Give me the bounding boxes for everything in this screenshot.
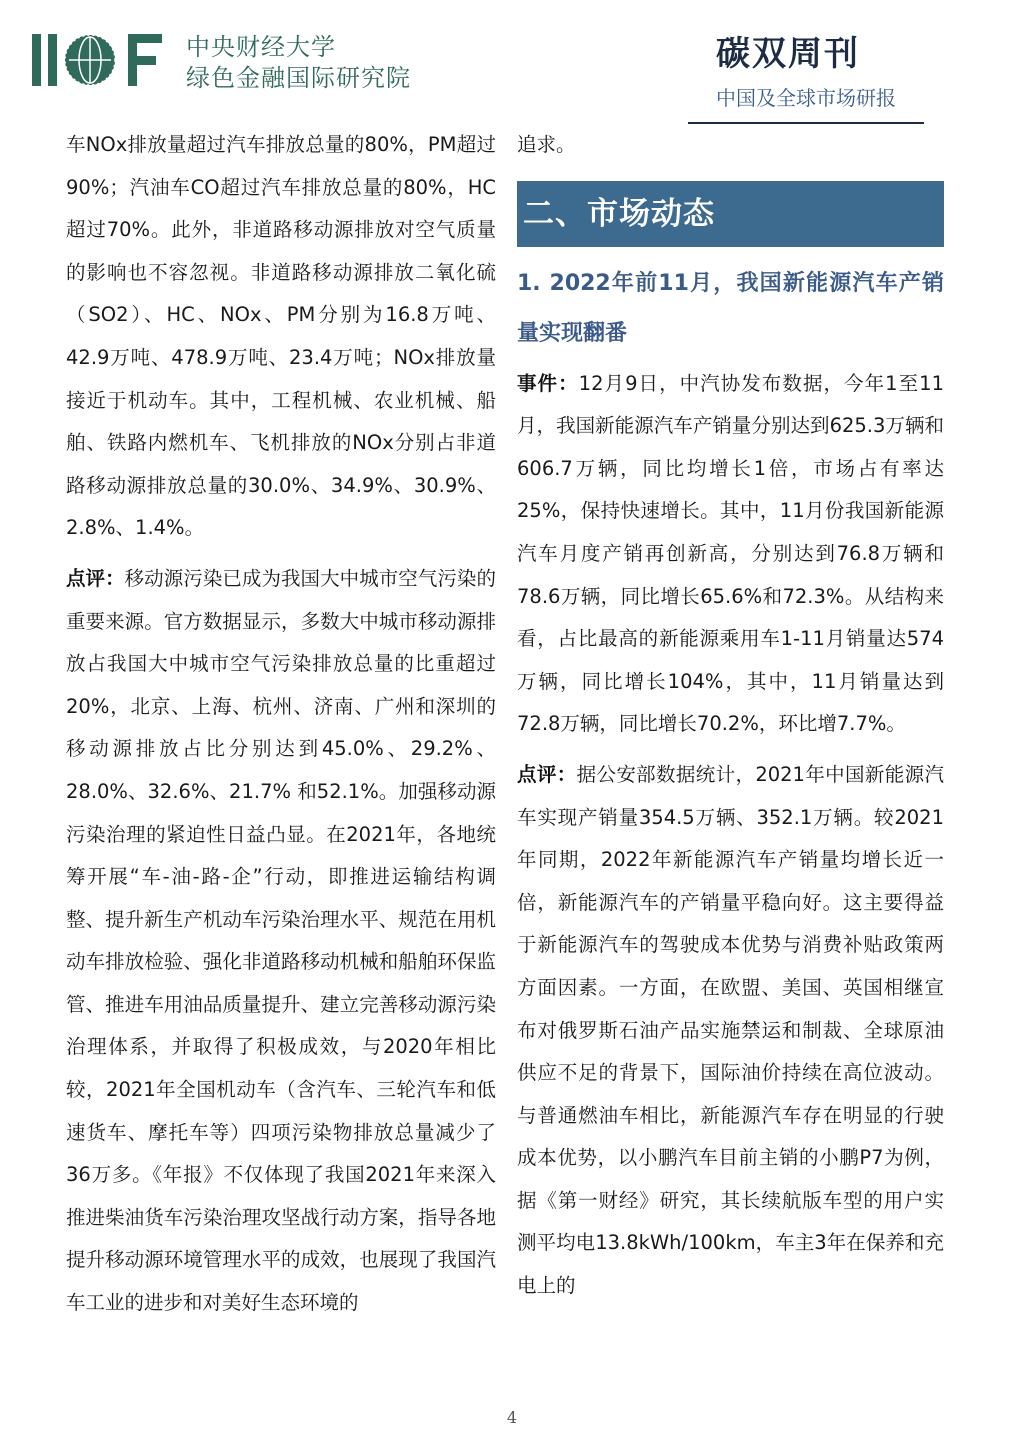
comment-paragraph bbox=[66, 558, 496, 1325]
org-name-line2: 绿色金融国际研究院 bbox=[186, 64, 411, 92]
market-comment-text: 据公安部数据统计，2021年中国新能源汽车实现产销量354.5万辆、352.1万辆。较2021年同期，2022年新能源汽车产销量均增长近一倍，新能源汽车的产销量平稳向好。这主要得益于新能源汽车的驾驶成本优势与消费补贴政策两方面因素。一方面，在欧盟、美国、英国相继宣布对俄罗斯石油产品实施禁运和制裁、全球原油供应不足的背景下，国际油价持续在高位波动。与普通燃油车相比，新能源汽车存在明显的行驶成本优势，以小鹏汽车目前主销的小鹏P7为例，据《第一财经》研究，其长续航版车型的用户实测平均电13.8kWh/100km，车主3年在保养和充电上的 bbox=[517, 762, 944, 1298]
emission-paragraph: 车NOx排放量超过汽车排放总量的80%，PM超过90%；汽油车CO超过汽车排放总量的80%，HC超过70%。此外，非道路移动源排放对空气质量的影响也不容忽视。非道路移动源排放二氧化硫（SO2）、HC、NOx、PM分别为16.8万吨、42.9万吨、478.9万吨、23.4万吨；NOx排放量接近于机动车。其中，工程机械、农业机械、船舶、铁路内燃机车、飞机排放的NOx分别占非道路移动源排放总量的30.0%、34.9%、30.9%、2.8%、1.4%。 bbox=[66, 133, 496, 540]
event-paragraph bbox=[517, 363, 944, 746]
publication-title: 碳双周刊 bbox=[716, 34, 860, 74]
publication-subtitle: 中国及全球市场研报 bbox=[716, 86, 896, 110]
comment-text: 移动源污染已成为我国大中城市空气污染的重要来源。官方数据显示，多数大中城市移动源排放占我国大中城市空气污染排放总量的比重超过20%，北京、上海、杭州、济南、广州和深圳的移动源排放占比分别达到45.0%、29.2%、28.0%、32.6%、21.7% 和52.1%。加强移动源污染治理的紧迫性日益凸显。在2021年，各地统筹开展“车-油-路-企”行动，即推进运输结构调整、提升新生产机动车污染治理水平、规范在用机动车排放检验、强化非道路移动机械和船舶环保监管、推进车用油品质量提升、建立完善移动源污染治理体系，并取得了积极成效，与2020年相比较，2021年全国机动车（含汽车、三轮汽车和低速货车、摩托车等）四项污染物排放总量减少了36万多。《年报》不仅体现了我国2021年来深入推进柴油货车污染治理攻坚战行动方案，指导各地提升移动源环境管理水平的成效，也展现了我国汽车工业的进步和对美好生态环境的 bbox=[66, 566, 496, 1315]
org-name-line1: 中央财经大学 bbox=[186, 33, 336, 61]
event-label: 事件： bbox=[517, 371, 579, 395]
org-name bbox=[186, 32, 411, 94]
event-text: 12月9日，中汽协发布数据，今年1至11月，我国新能源汽车产销量分别达到625.3万辆和606.7万辆，同比均增长1倍，市场占有率达25%，保持快速增长。其中，11月份我国新能源汽车月度产销再创新高，分别达到76.8万辆和78.6万辆，同比增长65.6%和72.3%。从结构来看，占比最高的新能源乘用车1-11月销量达574万辆，同比增长104%，其中，11月销量达到72.8万辆，同比增长70.2%，环比增7.7%。 bbox=[517, 371, 944, 736]
left-column bbox=[66, 124, 496, 1325]
right-column bbox=[517, 124, 944, 1308]
subsection-heading: 1. 2022年前11月，我国新能源汽车产销量实现翻番 bbox=[517, 270, 944, 346]
continuation-text: 追求。 bbox=[517, 133, 576, 156]
section-heading: 二、市场动态 bbox=[517, 181, 944, 247]
page-number: 4 bbox=[506, 1408, 518, 1427]
iigf-logo bbox=[32, 30, 172, 90]
market-comment-label: 点评： bbox=[517, 762, 577, 786]
comment-label: 点评： bbox=[66, 566, 125, 590]
market-comment-paragraph bbox=[517, 754, 944, 1308]
